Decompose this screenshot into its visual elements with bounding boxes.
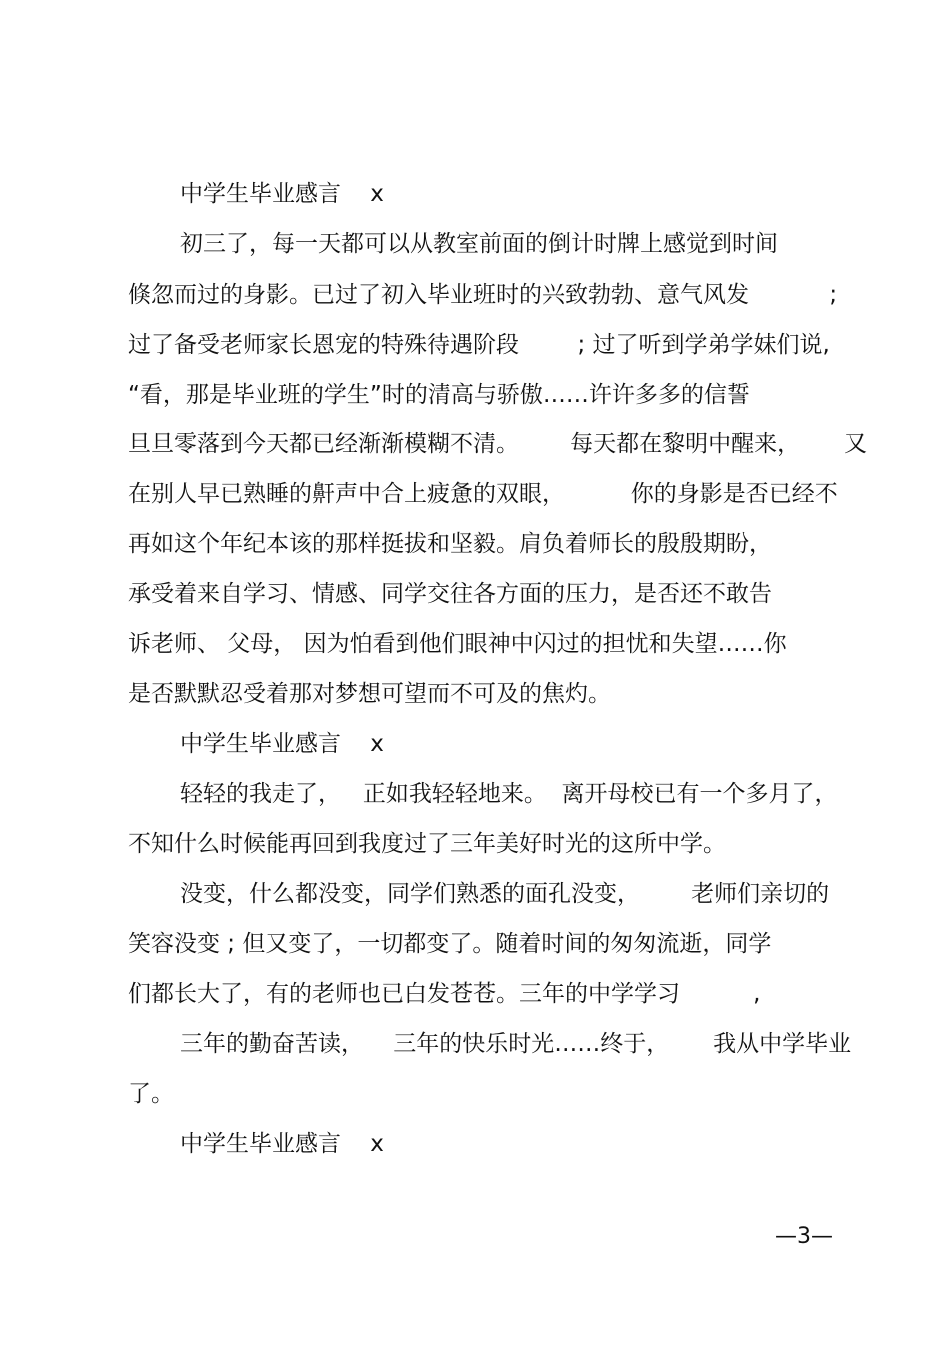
text-line: 三年的勤奋苦读， 三年的快乐时光……终于， 我从中学毕业 [180, 1031, 852, 1057]
text-line: 过了备受老师家长恩宠的特殊待遇阶段 ; 过了听到学弟学妹们说, [128, 332, 830, 358]
text-line: 旦旦零落到今天都已经渐渐模糊不清。 每天都在黎明中醒来， 又 [128, 431, 868, 457]
text-line: 没变，什么都没变，同学们熟悉的面孔没变， 老师们亲切的 [180, 881, 830, 907]
text-line: 倏忽而过的身影。已过了初入毕业班时的兴致勃勃、意气风发 ; [128, 282, 838, 308]
text-line: 在别人早已熟睡的鼾声中合上疲惫的双眼， 你的身影是否已经不 [128, 481, 838, 507]
text-line: 中学生毕业感言 x [180, 731, 384, 757]
text-line: 诉老师、 父母， 因为怕看到他们眼神中闪过的担忧和失望……你 [128, 631, 787, 657]
text-line: 是否默默忍受着那对梦想可望而不可及的焦灼。 [128, 681, 611, 707]
text-line: “看，那是毕业班的学生”时的清高与骄傲……许许多多的信誓 [128, 382, 750, 408]
text-line: 不知什么时候能再回到我度过了三年美好时光的这所中学。 [128, 831, 726, 857]
text-line: 笑容没变 ; 但又变了，一切都变了。随着时间的匆匆流逝，同学 [128, 931, 772, 957]
text-line: 承受着来自学习、情感、同学交往各方面的压力，是否还不敢告 [128, 581, 772, 607]
text-line: 初三了，每一天都可以从教室前面的倒计时牌上感觉到时间 [180, 231, 778, 257]
text-line: 了。 [128, 1081, 174, 1107]
text-line: 中学生毕业感言 x [180, 181, 384, 207]
text-line: 们都长大了，有的老师也已白发苍苍。三年的中学学习 , [128, 981, 761, 1007]
text-line: 轻轻的我走了， 正如我轻轻地来。 离开母校已有一个多月了， [180, 781, 838, 807]
text-line: 中学生毕业感言 x [180, 1131, 384, 1157]
text-line: 再如这个年纪本该的那样挺拔和坚毅。肩负着师长的殷殷期盼， [128, 531, 772, 557]
page-number: —3— [775, 1224, 833, 1249]
